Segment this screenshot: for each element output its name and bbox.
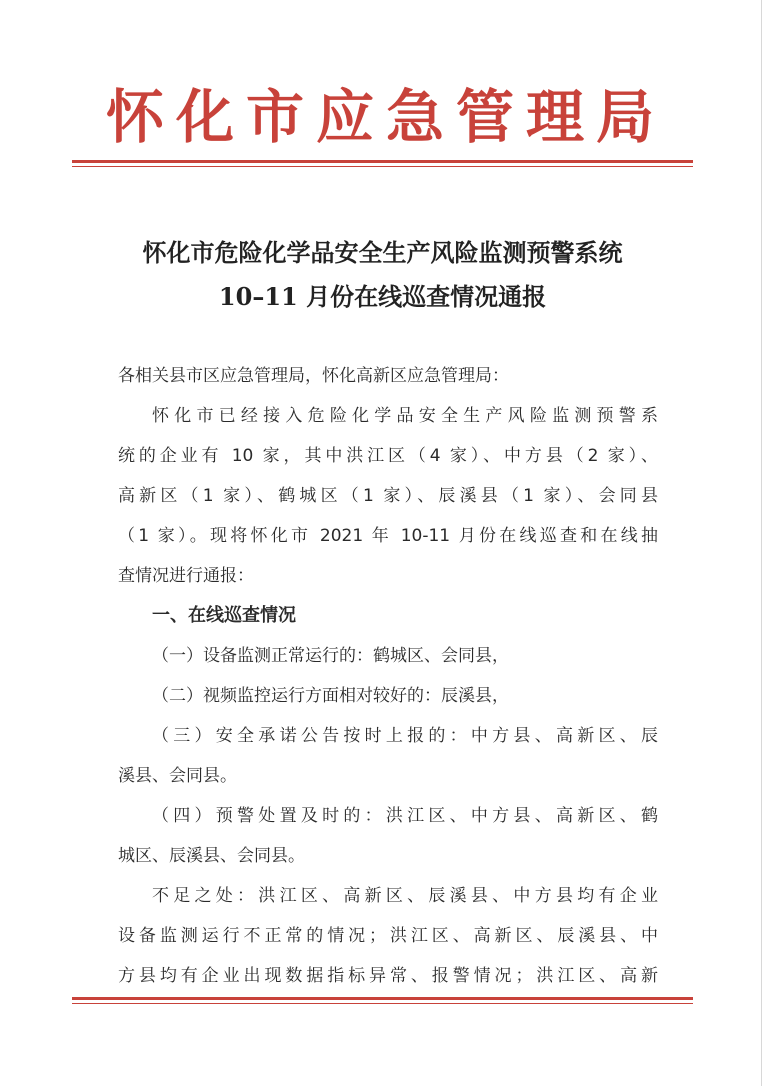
intro-line: 高新区（1 家）、鹤城区（1 家）、辰溪县（1 家）、会同县 — [118, 486, 658, 506]
page-edge — [761, 0, 762, 1086]
item-2: （二）视频监控运行方面相对较好的：辰溪县， — [152, 686, 509, 706]
item-3-line: （三）安全承诺公告按时上报的：中方县、高新区、辰 — [152, 726, 658, 746]
shortcomings-line: 设备监测运行不正常的情况；洪江区、高新区、辰溪县、中 — [118, 926, 658, 946]
item-4-line: （四）预警处置及时的：洪江区、中方县、高新区、鹤 — [152, 806, 658, 826]
section-heading: 一、在线巡查情况 — [152, 605, 296, 626]
intro-line: （1 家）。现将怀化市 2021 年 10-11 月份在线巡查和在线抽 — [118, 526, 658, 546]
notice-body — [118, 356, 658, 996]
footer-rule-thin — [72, 1003, 693, 1004]
shortcomings-line: 方县均有企业出现数据指标异常、报警情况；洪江区、高新 — [118, 966, 658, 986]
header-red-rule — [72, 160, 693, 167]
footer-rule-thick — [72, 997, 693, 1000]
intro-line: 查情况进行通报： — [118, 566, 254, 586]
shortcomings-line: 不足之处：洪江区、高新区、辰溪县、中方县均有企业 — [152, 886, 658, 906]
agency-header-title: 怀化市应急管理局 — [105, 83, 666, 151]
header-rule-thin — [72, 166, 693, 167]
intro-line: 统的企业有 10 家，其中洪江区（4 家）、中方县（2 家）、 — [118, 446, 658, 466]
notice-title-line-1: 怀化市危险化学品安全生产风险监测预警系统 — [142, 238, 623, 267]
salutation: 各相关县市区应急管理局，怀化高新区应急管理局： — [118, 366, 509, 386]
item-1: （一）设备监测正常运行的：鹤城区、会同县， — [152, 646, 509, 666]
header-rule-thick — [72, 160, 693, 163]
item-4-line: 城区、辰溪县、会同县。 — [118, 846, 305, 866]
notice-title-line-2: 10–11 月份在线巡查情况通报 — [218, 282, 547, 311]
footer-red-rule — [72, 997, 693, 1004]
item-3-line: 溪县、会同县。 — [118, 766, 237, 786]
intro-line: 怀化市已经接入危险化学品安全生产风险监测预警系 — [152, 406, 658, 426]
